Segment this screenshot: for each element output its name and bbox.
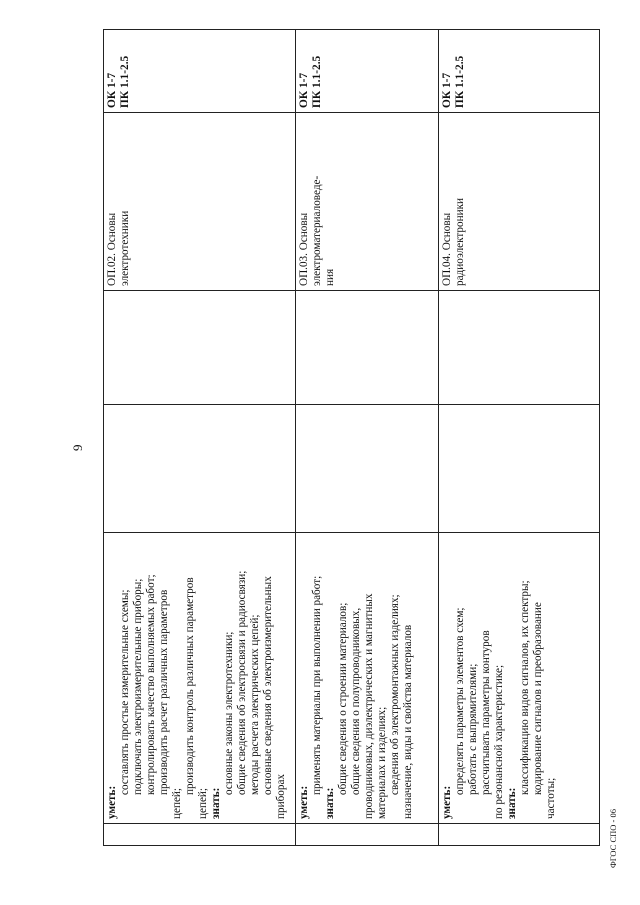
skill-line: цепей;	[197, 787, 209, 819]
index-cell	[296, 824, 439, 846]
subject-name: ния	[324, 268, 336, 286]
skill-line: назначение, виды и свойства материалов	[402, 624, 414, 819]
skill-line: частоты;	[545, 777, 557, 819]
section-keyword: уметь:	[106, 785, 118, 819]
skill-line: приборах	[275, 773, 287, 819]
empty-cell	[439, 405, 600, 533]
curriculum-table	[103, 29, 600, 846]
subject-cell	[439, 113, 600, 291]
empty-cell	[104, 405, 296, 533]
subject-name: ОП.03. Основы	[298, 212, 310, 286]
skill-line: применять материалы при выполнении работ;	[311, 575, 323, 795]
subject-name: электроматериаловеде-	[311, 175, 323, 286]
subject-cell	[104, 113, 296, 291]
page-number: 9	[70, 444, 85, 451]
skill-line: материалах и изделиях;	[376, 706, 388, 819]
index-cell	[439, 824, 600, 846]
footer-code: ФГОС СПО - 06	[608, 809, 618, 868]
skill-line: основные законы электротехники;	[223, 631, 235, 795]
section-keyword: знать:	[210, 787, 222, 819]
empty-cell	[296, 291, 439, 405]
skill-line: работать с выпрямителями;	[467, 663, 479, 795]
skill-line: производить расчет различных параметров	[158, 589, 170, 795]
skill-line: общие сведения об электросвязи и радиосвязи;	[236, 570, 248, 795]
empty-cell	[439, 291, 600, 405]
skill-line: проводниковых, диэлектрических и магнитных	[363, 593, 375, 819]
skill-line: определять параметры элементов схем;	[454, 607, 466, 795]
competency-code: ОК 1-7	[441, 72, 453, 108]
competency-cell	[296, 30, 439, 113]
subject-cell	[296, 113, 439, 291]
skill-line: производить контроль различных параметров	[184, 577, 196, 795]
skill-line: общие сведения о строении материалов;	[337, 602, 349, 795]
competency-cell	[104, 30, 296, 113]
table-row	[104, 30, 296, 846]
competency-code: ПК 1.1-2.5	[454, 55, 466, 108]
skill-line: методы расчета электрических цепей;	[249, 614, 261, 795]
skill-line: основные сведения об электроизмерительных	[262, 576, 274, 795]
skill-line: кодирование сигналов и преобразование	[532, 602, 544, 795]
subject-name: электротехники	[119, 210, 131, 286]
skill-line: подключать электроизмерительные приборы;	[132, 578, 144, 795]
skill-line: цепей;	[171, 787, 183, 819]
table-row	[296, 30, 439, 846]
skill-line: сведения об электромонтажных изделиях;	[389, 594, 401, 795]
skill-line: по резонансной характеристике;	[493, 664, 505, 819]
empty-cell	[104, 291, 296, 405]
table-row	[439, 30, 600, 846]
competency-cell	[439, 30, 600, 113]
skill-line: составлять простые измерительные схемы;	[119, 589, 131, 795]
empty-cell	[296, 405, 439, 533]
competency-code: ПК 1.1-2.5	[311, 55, 323, 108]
competency-code: ОК 1-7	[298, 72, 310, 108]
skills-cell	[439, 533, 600, 824]
skill-line: общие сведения о полупроводниковых,	[350, 607, 362, 795]
subject-name: радиоэлектроники	[454, 197, 466, 286]
section-keyword: знать:	[324, 787, 336, 819]
competency-code: ПК 1.1-2.5	[119, 55, 131, 108]
section-keyword: уметь:	[298, 785, 310, 819]
skill-line: контролировать качество выполняемых работ;	[145, 574, 157, 795]
skills-cell	[296, 533, 439, 824]
skill-line: классификацию видов сигналов, их спектры;	[519, 580, 531, 795]
competency-code: ОК 1-7	[106, 72, 118, 108]
subject-name: ОП.02. Основы	[106, 212, 118, 286]
skill-line: рассчитывать параметры контуров	[480, 630, 492, 795]
subject-name: ОП.04. Основы	[441, 212, 453, 286]
skills-cell	[104, 533, 296, 824]
section-keyword: уметь:	[441, 785, 453, 819]
index-cell	[104, 824, 296, 846]
section-keyword: знать:	[506, 787, 518, 819]
